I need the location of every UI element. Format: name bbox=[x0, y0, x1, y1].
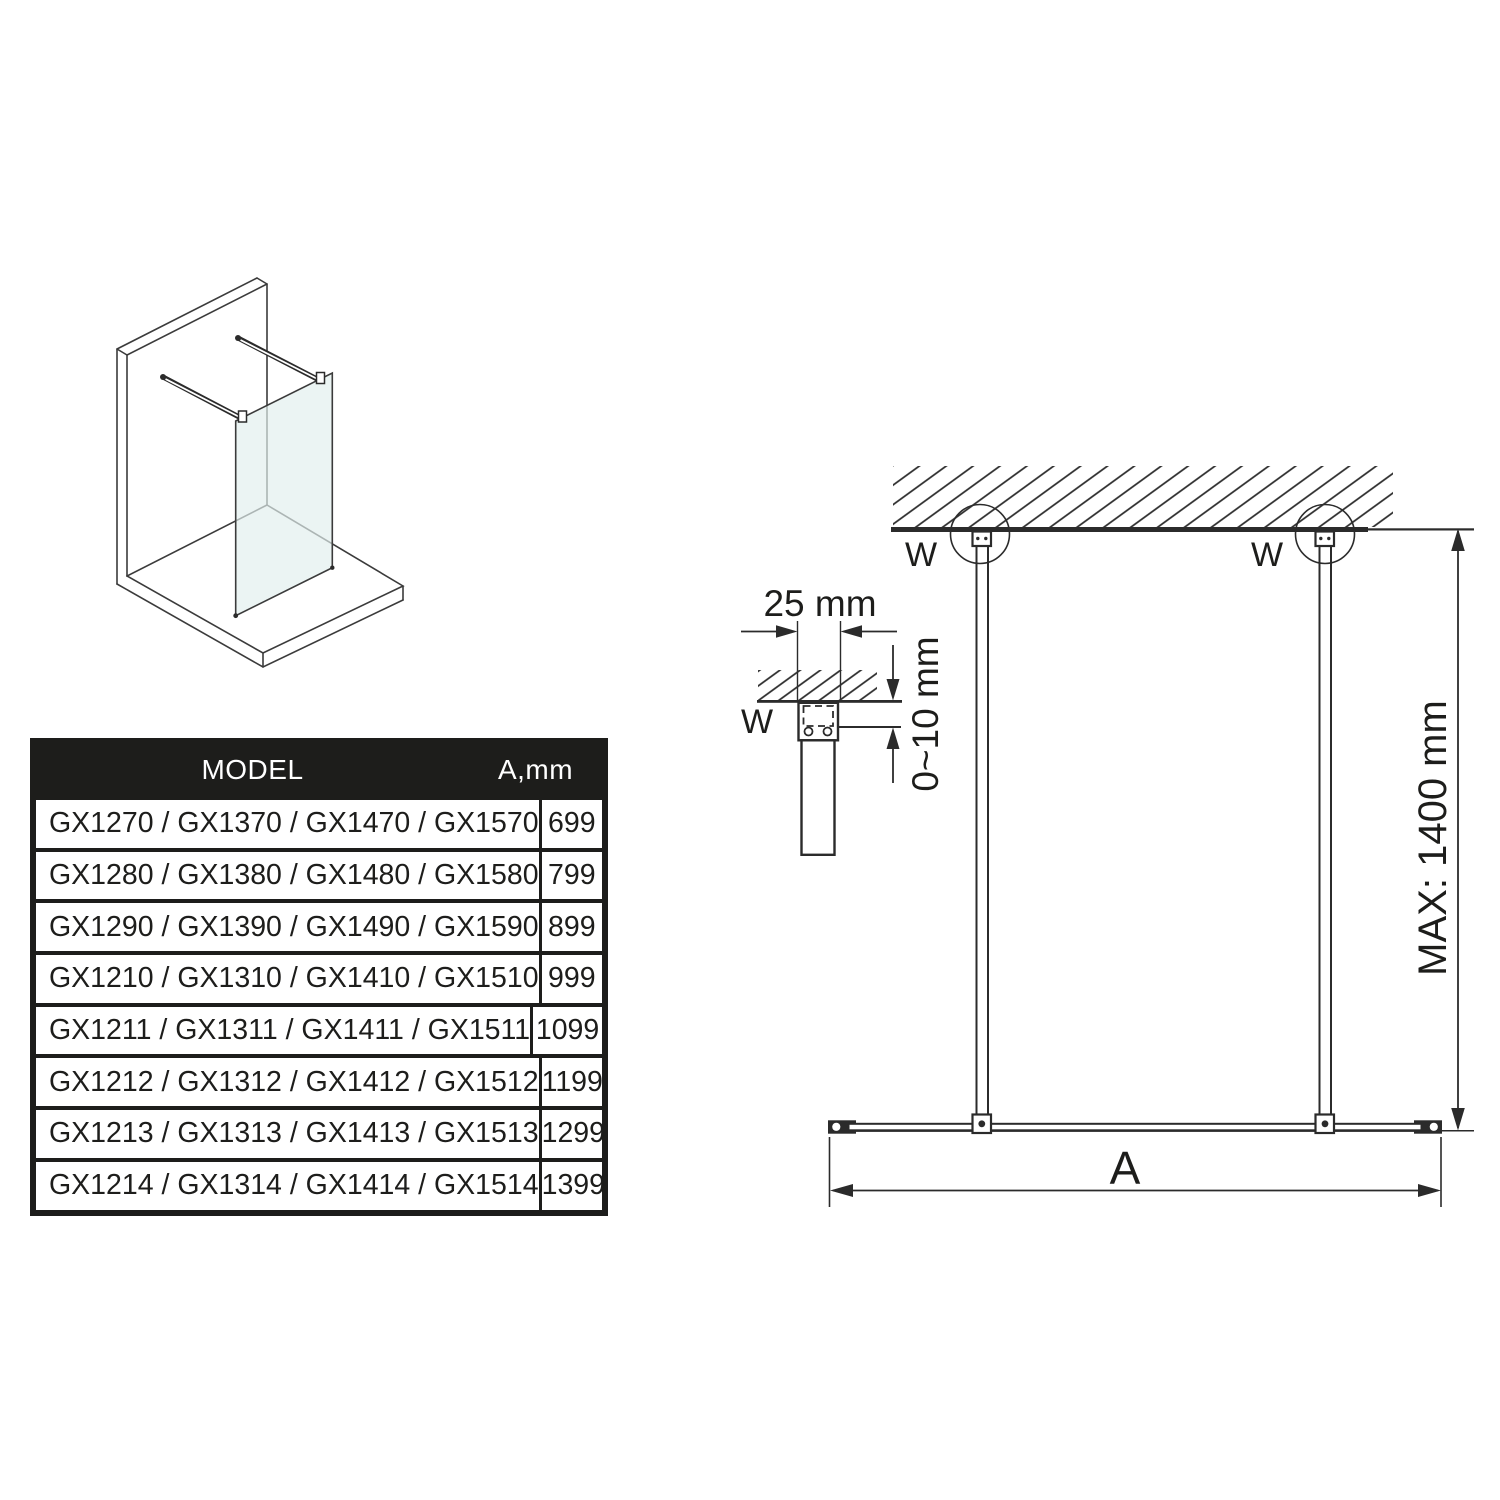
dimension-cell: 1199 bbox=[539, 1058, 603, 1106]
wall-marker-left: W bbox=[904, 536, 938, 574]
floor-corner-edges bbox=[263, 586, 403, 667]
wall-marker-right: W bbox=[1250, 536, 1284, 574]
gap-dimension bbox=[839, 645, 901, 783]
support-bar-front bbox=[160, 374, 247, 422]
gap-arrow-down bbox=[887, 679, 900, 701]
max-height-label: MAX: 1400 mm bbox=[1411, 700, 1455, 976]
width-dim-arrow-left bbox=[830, 1184, 853, 1197]
model-cell: GX1212 / GX1312 / GX1412 / GX1512 bbox=[49, 1065, 539, 1098]
glass-edge-line-bottom bbox=[849, 1129, 1421, 1132]
front-view bbox=[828, 466, 1474, 1207]
model-cell: GX1290 / GX1390 / GX1490 / GX1590 bbox=[49, 910, 539, 943]
glass-edge-line-top bbox=[849, 1123, 1421, 1125]
dimension-cell: 999 bbox=[539, 955, 602, 1003]
detail-support-bar bbox=[802, 740, 835, 855]
glass-clamp-right bbox=[1316, 1115, 1335, 1134]
dimension-cell: 899 bbox=[539, 903, 602, 951]
bracket-width-label: 25 mm bbox=[763, 583, 877, 624]
table-row bbox=[36, 951, 602, 1003]
model-table bbox=[30, 738, 608, 1216]
isometric-view bbox=[90, 260, 450, 680]
model-cell: GX1214 / GX1314 / GX1414 / GX1514 bbox=[49, 1169, 539, 1202]
table-row bbox=[36, 1054, 602, 1106]
dimension-cell: 1299 bbox=[539, 1110, 605, 1158]
gap-label: 0~10 mm bbox=[905, 636, 946, 792]
model-cell: GX1270 / GX1370 / GX1470 / GX1570 bbox=[49, 807, 539, 840]
table-row bbox=[36, 1003, 602, 1055]
technical-drawing bbox=[700, 430, 1490, 1230]
table-row bbox=[36, 796, 602, 848]
table-header bbox=[36, 744, 602, 796]
technical-view bbox=[700, 430, 1490, 1230]
width-arrow-inward-left bbox=[776, 625, 798, 638]
dimension-cell: 699 bbox=[539, 800, 602, 848]
glass-end-cap-right bbox=[1414, 1120, 1442, 1133]
glass-end-cap-left bbox=[828, 1120, 856, 1133]
max-dim-arrow-up bbox=[1451, 529, 1465, 552]
support-bar-left bbox=[977, 543, 989, 1116]
glass-panel bbox=[236, 373, 333, 616]
bracket-detail-view bbox=[741, 583, 946, 855]
detail-wall-marker: W bbox=[740, 703, 774, 741]
wall-bracket-right bbox=[1316, 532, 1335, 547]
column-header-a-mm: A,mm bbox=[497, 754, 574, 785]
glass-foot-far bbox=[330, 566, 334, 570]
table-row bbox=[36, 1106, 605, 1158]
isometric-drawing bbox=[90, 260, 450, 680]
table-row bbox=[36, 899, 602, 951]
model-cell: GX1280 / GX1380 / GX1480 / GX1580 bbox=[49, 859, 539, 892]
wall-bracket-left bbox=[973, 532, 992, 547]
glass-clamp-left bbox=[973, 1115, 992, 1134]
model-cell: GX1213 / GX1313 / GX1413 / GX1513 bbox=[49, 1117, 539, 1150]
dimension-cell: 1399 bbox=[539, 1162, 605, 1210]
table-row bbox=[36, 848, 602, 900]
width-arrow-inward-right bbox=[841, 625, 863, 638]
table-row bbox=[36, 1158, 605, 1210]
model-cell: GX1210 / GX1310 / GX1410 / GX1510 bbox=[49, 962, 539, 995]
dimension-cell: 799 bbox=[539, 852, 602, 900]
glass-foot-near bbox=[233, 613, 238, 618]
detail-wall-hatch bbox=[758, 670, 877, 701]
support-bar-right bbox=[1320, 543, 1332, 1116]
width-dim-arrow-right bbox=[1418, 1184, 1441, 1197]
model-cell: GX1211 / GX1311 / GX1411 / GX1511 bbox=[49, 1014, 531, 1047]
max-dim-arrow-down bbox=[1451, 1108, 1465, 1131]
detail-bracket bbox=[799, 703, 839, 741]
dimension-cell: 1099 bbox=[530, 1007, 602, 1055]
column-header-model: MODEL bbox=[201, 754, 304, 785]
gap-arrow-up bbox=[887, 728, 900, 750]
width-dimension-label: A bbox=[1109, 1142, 1141, 1194]
table-body bbox=[36, 796, 605, 1210]
support-bar-rear bbox=[235, 335, 325, 384]
wall-hatch bbox=[893, 466, 1393, 527]
